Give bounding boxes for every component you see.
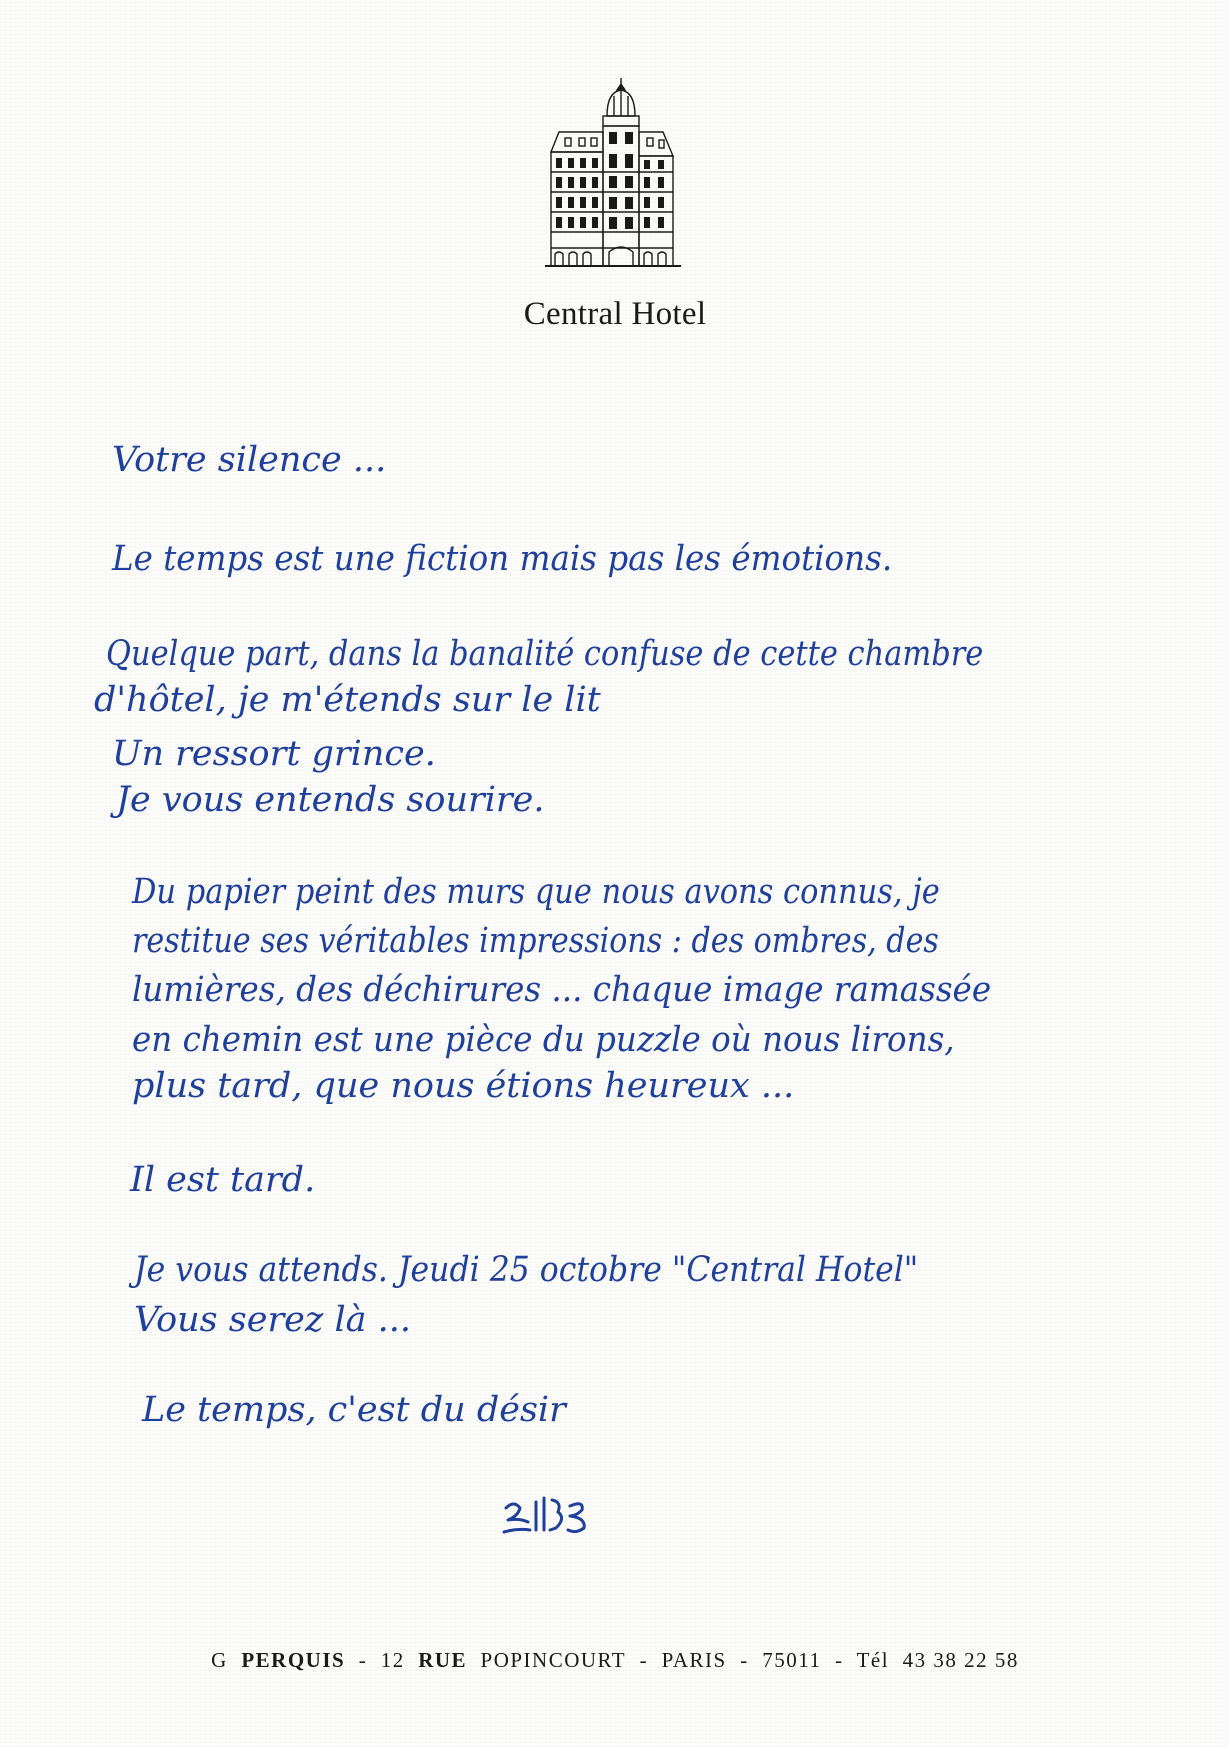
letter-line-5: Un ressort grince. xyxy=(112,734,436,774)
footer-city: PARIS xyxy=(661,1648,727,1672)
letter-line-12: Il est tard. xyxy=(130,1160,316,1200)
letter-line-2: Le temps est une fiction mais pas les émotions. xyxy=(112,539,893,579)
footer-name: PERQUIS xyxy=(241,1648,346,1672)
footer-separator: - xyxy=(639,1648,649,1672)
footer-phone: 43 38 22 58 xyxy=(902,1648,1019,1672)
footer-street: POPINCOURT xyxy=(480,1648,627,1672)
footer-postcode: 75011 xyxy=(762,1648,822,1672)
address-footer xyxy=(0,1648,1230,1673)
letter-line-6: Je vous entends sourire. xyxy=(116,780,545,820)
letter-line-13: Je vous attends. Jeudi 25 octobre "Central Hotel" xyxy=(134,1250,919,1290)
letter-line-10: en chemin est une pièce du puzzle où nous lirons, xyxy=(132,1020,955,1060)
footer-separator: - xyxy=(834,1648,844,1672)
footer-phone-label: Tél xyxy=(856,1648,890,1672)
letter-line-9: lumières, des déchirures ... chaque image ramassée xyxy=(132,970,992,1010)
hotel-building-icon xyxy=(545,76,681,276)
footer-initial: G xyxy=(211,1648,228,1672)
footer-street-number: 12 xyxy=(380,1648,405,1672)
letter-line-14: Vous serez là ... xyxy=(134,1300,412,1340)
letter-line-3: Quelque part, dans la banalité confuse de cette chambre xyxy=(106,634,984,674)
footer-separator: - xyxy=(358,1648,368,1672)
letter-line-7: Du papier peint des murs que nous avons connus, je xyxy=(132,872,940,912)
footer-street-type: RUE xyxy=(418,1648,468,1672)
letter-line-4: d'hôtel, je m'étends sur le lit xyxy=(94,680,601,720)
hotel-name: Central Hotel xyxy=(523,296,707,332)
letter-line-8: restitue ses véritables impressions : des ombres, des xyxy=(132,921,939,961)
letter-line-11: plus tard, que nous étions heureux ... xyxy=(132,1066,795,1106)
footer-separator: - xyxy=(740,1648,749,1672)
letter-line-1: Votre silence ... xyxy=(112,440,387,480)
letter-line-15: Le temps, c'est du désir xyxy=(142,1390,566,1430)
handwritten-signature-icon xyxy=(500,1488,610,1544)
